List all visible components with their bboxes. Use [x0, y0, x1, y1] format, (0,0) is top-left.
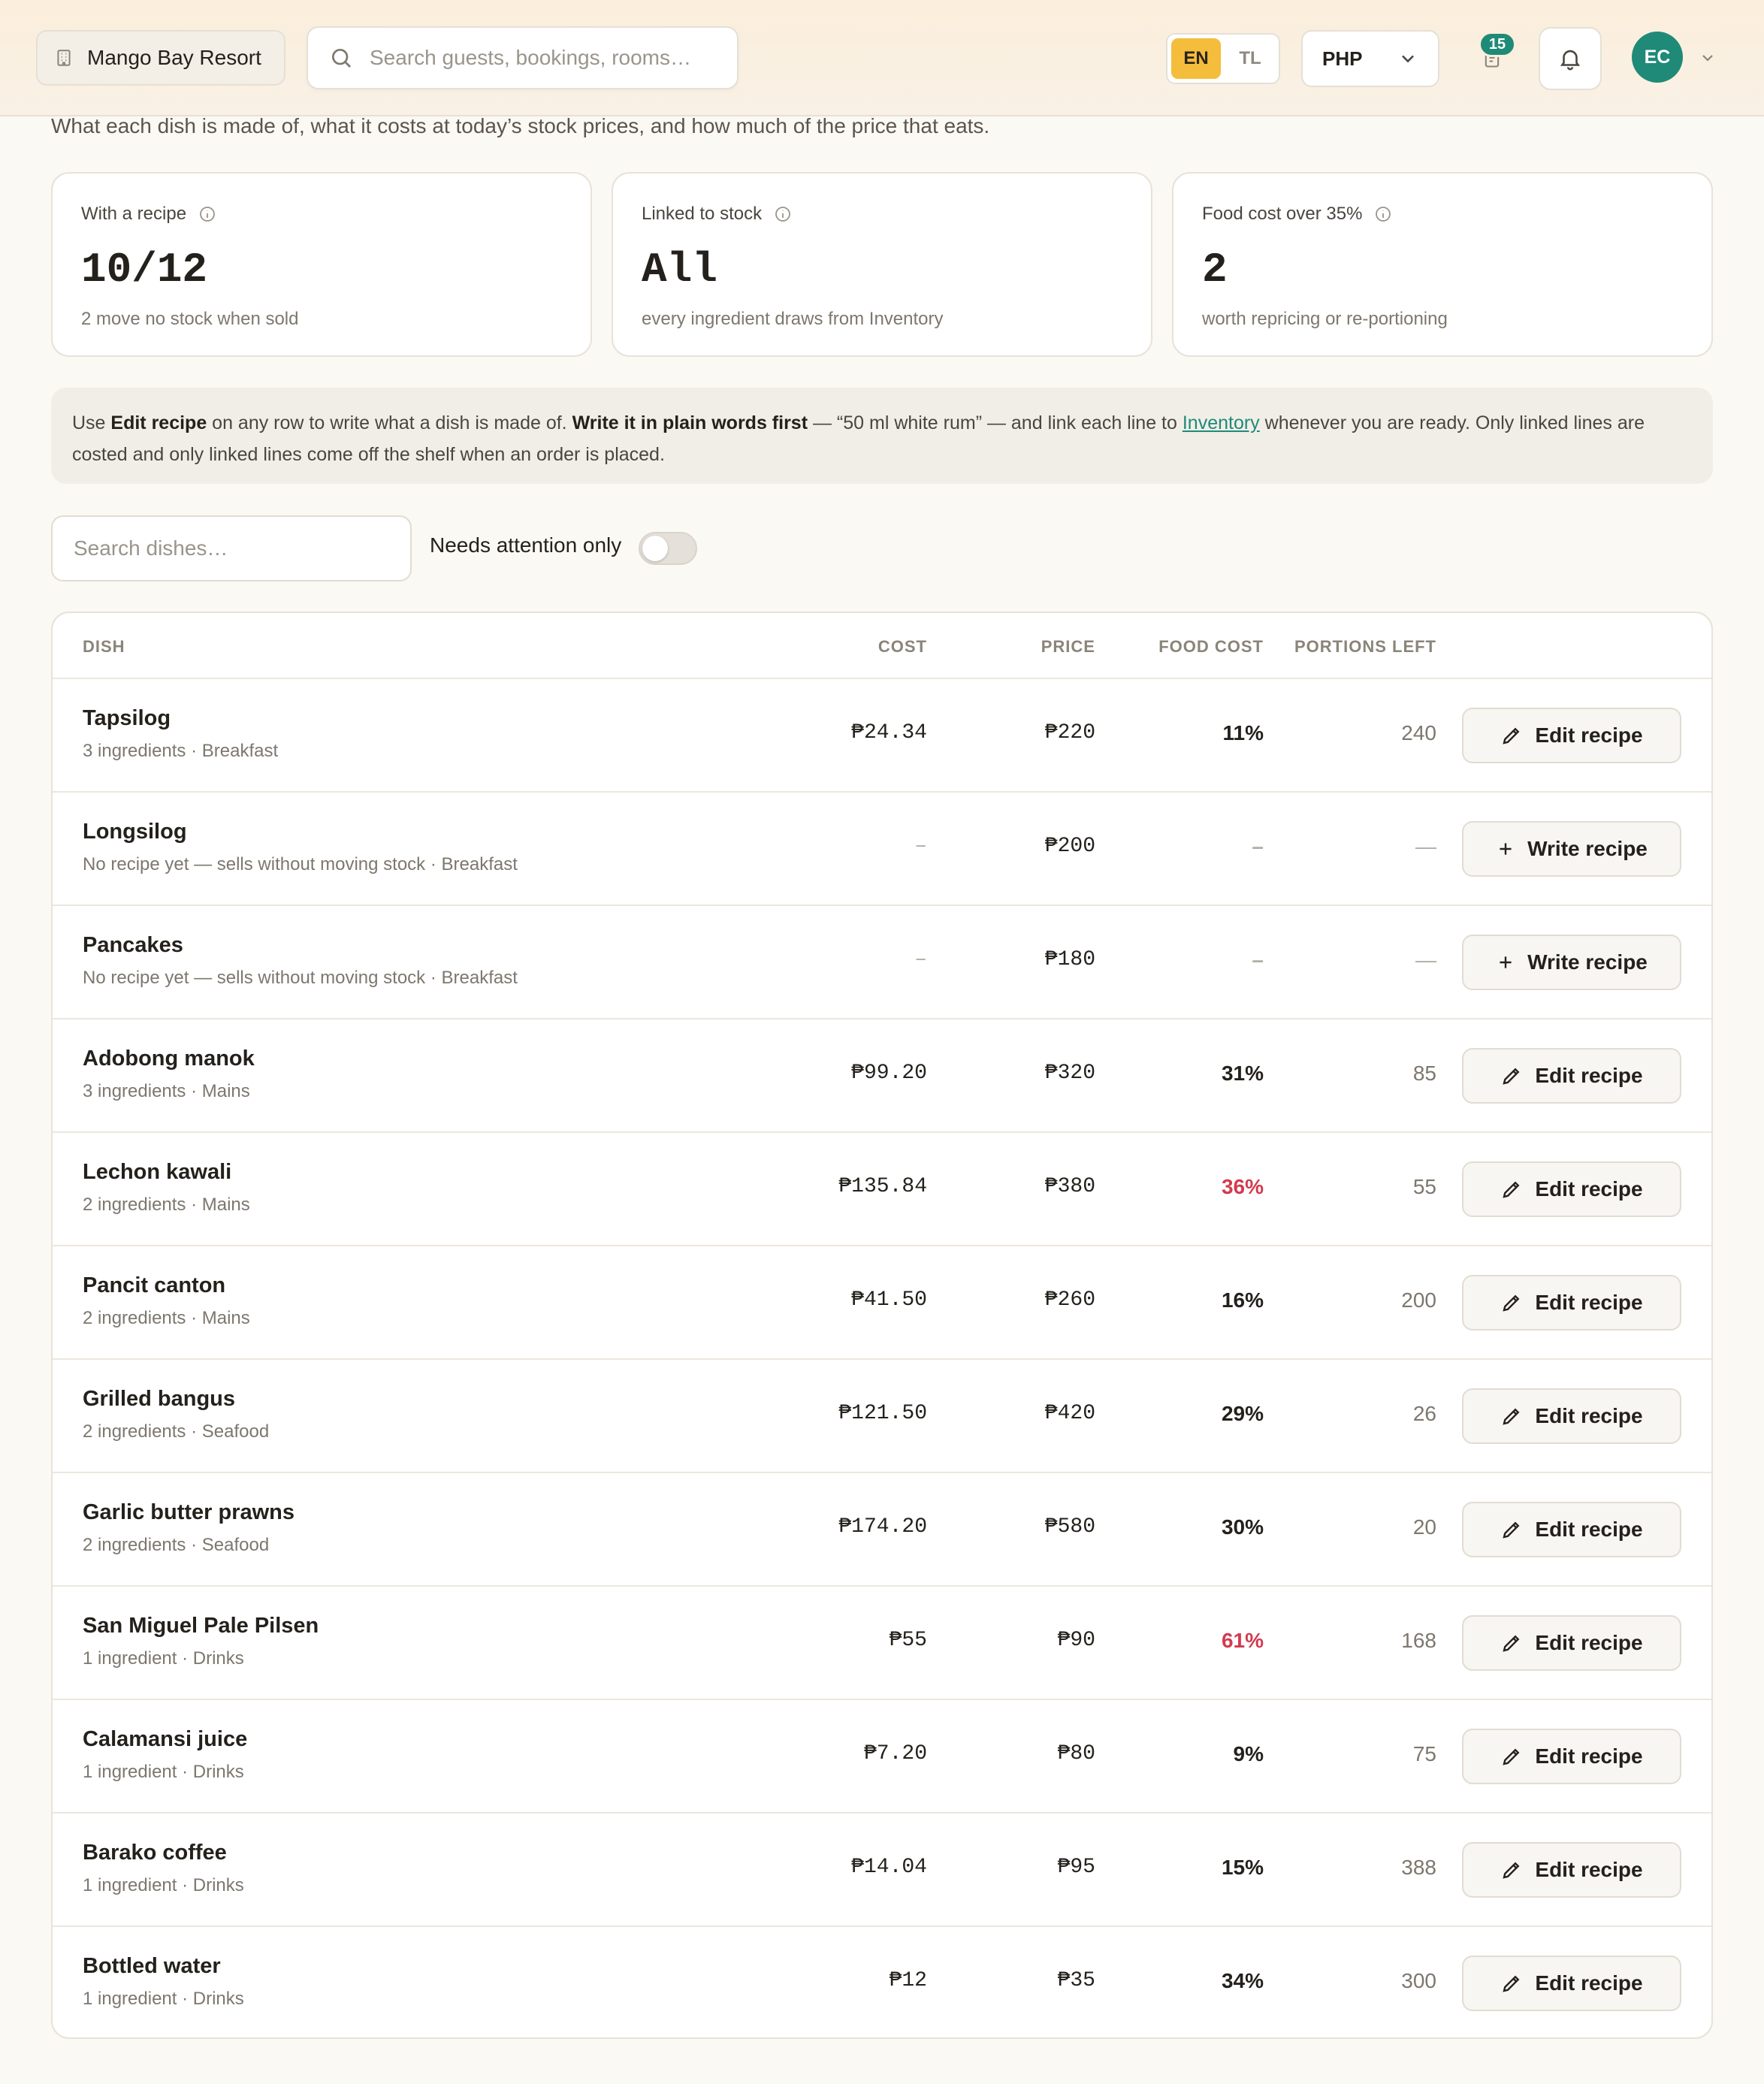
- pencil-icon: [1500, 1632, 1523, 1654]
- pencil-icon: [1500, 1405, 1523, 1427]
- dish-name: Garlic butter prawns: [83, 1500, 295, 1524]
- stat-note: worth repricing or re-portioning: [1202, 309, 1448, 329]
- dish-name: Pancakes: [83, 933, 183, 957]
- dish-cost: –: [914, 835, 927, 858]
- dish-portions-left: 168: [1401, 1629, 1436, 1652]
- dish-meta: 2 ingredients · Seafood: [83, 1421, 270, 1442]
- dish-food-cost: 36%: [1221, 1175, 1264, 1198]
- pencil-icon: [1500, 1178, 1523, 1201]
- dish-price: ₱90: [1057, 1629, 1095, 1652]
- global-search-placeholder: Search guests, bookings, rooms…: [370, 46, 691, 69]
- table-row: [53, 1246, 1711, 1360]
- dish-meta: 1 ingredient · Drinks: [83, 1648, 244, 1669]
- dish-cost: ₱24.34: [851, 721, 927, 745]
- dish-cost: ₱12: [889, 1969, 927, 1992]
- dish-meta: 2 ingredients · Seafood: [83, 1535, 270, 1555]
- dish-meta: 3 ingredients · Breakfast: [83, 741, 279, 761]
- pencil-icon: [1500, 1972, 1523, 1995]
- button-label: Edit recipe: [1535, 1631, 1643, 1654]
- needs-attention-label: Needs attention only: [430, 533, 622, 557]
- tip-text: on any row to write what a dish is made of.: [207, 412, 572, 433]
- dish-cost: ₱14.04: [851, 1856, 927, 1879]
- dish-name: Calamansi juice: [83, 1727, 248, 1751]
- dish-portions-left: 388: [1401, 1856, 1436, 1879]
- dish-food-cost: 31%: [1221, 1062, 1264, 1085]
- dish-portions-left: 55: [1412, 1175, 1436, 1198]
- dish-portions-left: 240: [1401, 721, 1436, 745]
- needs-attention-toggle[interactable]: [639, 532, 697, 565]
- user-avatar[interactable]: EC: [1632, 32, 1683, 83]
- dish-cost: ₱135.84: [838, 1175, 927, 1198]
- dish-portions-left: 26: [1412, 1402, 1436, 1425]
- tasks-count-badge: 15: [1479, 32, 1516, 57]
- info-icon[interactable]: [774, 205, 792, 223]
- button-label: Write recipe: [1527, 837, 1648, 860]
- stat-value: All: [642, 246, 717, 294]
- header-portions-left: PORTIONS LEFT: [1294, 637, 1436, 656]
- global-search-input[interactable]: [307, 26, 739, 89]
- language-toggle: [1166, 33, 1280, 84]
- dish-portions-left: 300: [1401, 1969, 1436, 1992]
- stat-card-linked-to-stock: [612, 172, 1152, 357]
- table-row: [53, 1473, 1711, 1587]
- button-label: Edit recipe: [1535, 1744, 1643, 1768]
- dish-name: Bottled water: [83, 1954, 221, 1978]
- header-cost: COST: [877, 637, 927, 656]
- pencil-icon: [1500, 1065, 1523, 1087]
- dish-search-input[interactable]: [51, 515, 412, 581]
- dish-price: ₱200: [1044, 835, 1095, 858]
- dish-price: ₱580: [1044, 1515, 1095, 1539]
- edit-recipe-button[interactable]: [1462, 1842, 1681, 1898]
- dish-price: ₱260: [1044, 1288, 1095, 1312]
- dish-cost: ₱174.20: [838, 1515, 927, 1539]
- dish-search-placeholder: Search dishes…: [74, 536, 228, 560]
- recipe-help-tip: [51, 388, 1713, 484]
- chevron-down-icon: [1397, 48, 1418, 69]
- button-label: Edit recipe: [1535, 1291, 1643, 1314]
- dish-cost: ₱41.50: [851, 1288, 927, 1312]
- stat-card-food-cost-over: [1172, 172, 1713, 357]
- search-icon: [329, 46, 353, 70]
- edit-recipe-button[interactable]: [1462, 1615, 1681, 1671]
- dish-name: Lechon kawali: [83, 1160, 232, 1184]
- button-label: Write recipe: [1527, 950, 1648, 974]
- table-row: [53, 793, 1711, 906]
- dish-portions-left: 85: [1412, 1062, 1436, 1085]
- dish-name: Tapsilog: [83, 706, 171, 730]
- page-subtitle: What each dish is made of, what it costs at today’s stock prices, and how much of the price that eats.: [51, 114, 990, 137]
- dish-food-cost: 15%: [1221, 1856, 1264, 1879]
- plus-icon: [1496, 953, 1515, 972]
- notifications-button[interactable]: [1539, 27, 1602, 90]
- header-price: PRICE: [1041, 637, 1095, 656]
- write-recipe-button[interactable]: [1462, 935, 1681, 990]
- dish-price: ₱380: [1044, 1175, 1095, 1198]
- dish-name: Barako coffee: [83, 1841, 227, 1865]
- edit-recipe-button[interactable]: [1462, 1275, 1681, 1330]
- header-dish: DISH: [83, 637, 125, 656]
- dish-cost: ₱55: [889, 1629, 927, 1652]
- dish-price: ₱95: [1057, 1856, 1095, 1879]
- toggle-knob: [642, 536, 668, 561]
- edit-recipe-button[interactable]: [1462, 1388, 1681, 1444]
- property-switcher[interactable]: [36, 30, 285, 86]
- dish-food-cost: –: [1252, 948, 1264, 971]
- dish-food-cost: 16%: [1221, 1288, 1264, 1312]
- edit-recipe-button[interactable]: [1462, 1502, 1681, 1557]
- dish-portions-left: —: [1415, 835, 1436, 858]
- dish-meta: No recipe yet — sells without moving stock · Breakfast: [83, 968, 518, 988]
- write-recipe-button[interactable]: [1462, 821, 1681, 877]
- stat-label: Linked to stock: [642, 204, 763, 224]
- dish-price: ₱320: [1044, 1062, 1095, 1085]
- dish-cost: ₱99.20: [851, 1062, 927, 1085]
- building-icon: [54, 48, 74, 68]
- stat-label: With a recipe: [81, 204, 187, 224]
- edit-recipe-button[interactable]: [1462, 1956, 1681, 2011]
- edit-recipe-button[interactable]: [1462, 1729, 1681, 1784]
- info-icon[interactable]: [1374, 205, 1392, 223]
- table-header: [53, 613, 1711, 679]
- dishes-table: [51, 612, 1713, 2039]
- user-menu-chevron[interactable]: [1696, 47, 1719, 69]
- dish-price: ₱220: [1044, 721, 1095, 745]
- pencil-icon: [1500, 1291, 1523, 1314]
- dish-food-cost: –: [1252, 835, 1264, 858]
- dish-name: San Miguel Pale Pilsen: [83, 1614, 319, 1638]
- table-row: [53, 1360, 1711, 1473]
- chevron-down-icon: [1699, 49, 1717, 67]
- dish-food-cost: 61%: [1221, 1629, 1264, 1652]
- dish-cost: ₱121.50: [838, 1402, 927, 1425]
- table-row: [53, 1587, 1711, 1700]
- dish-food-cost: 30%: [1221, 1515, 1264, 1539]
- dish-food-cost: 29%: [1221, 1402, 1264, 1425]
- button-label: Edit recipe: [1535, 1177, 1643, 1201]
- top-bar: [0, 0, 1764, 116]
- plus-icon: [1496, 839, 1515, 859]
- table-row: [53, 906, 1711, 1019]
- tip-text: — “50 ml white rum” — and link each line to: [808, 412, 1183, 433]
- dish-cost: –: [914, 948, 927, 971]
- dish-meta: 3 ingredients · Mains: [83, 1081, 250, 1101]
- pencil-icon: [1500, 1745, 1523, 1768]
- dish-food-cost: 34%: [1221, 1969, 1264, 1992]
- inventory-link[interactable]: Inventory: [1182, 412, 1260, 433]
- stat-note: 2 move no stock when sold: [81, 309, 299, 329]
- stat-note: every ingredient draws from Inventory: [642, 309, 944, 329]
- dish-meta: 2 ingredients · Mains: [83, 1308, 250, 1328]
- table-row: [53, 1133, 1711, 1246]
- header-food-cost: FOOD COST: [1158, 637, 1264, 656]
- button-label: Edit recipe: [1535, 723, 1643, 747]
- currency-select[interactable]: [1301, 30, 1439, 87]
- dish-food-cost: 9%: [1233, 1742, 1264, 1765]
- edit-recipe-button[interactable]: [1462, 1048, 1681, 1104]
- stat-value: 2: [1202, 246, 1228, 294]
- dish-food-cost: 11%: [1222, 721, 1264, 745]
- property-name: Mango Bay Resort: [87, 46, 261, 69]
- dish-meta: 1 ingredient · Drinks: [83, 1875, 244, 1895]
- dish-portions-left: 20: [1412, 1515, 1436, 1539]
- dish-price: ₱80: [1057, 1742, 1095, 1765]
- dish-meta: No recipe yet — sells without moving stock · Breakfast: [83, 854, 518, 874]
- table-row: [53, 1700, 1711, 1814]
- button-label: Edit recipe: [1535, 1064, 1643, 1087]
- button-label: Edit recipe: [1535, 1971, 1643, 1995]
- dish-meta: 2 ingredients · Mains: [83, 1195, 250, 1215]
- info-icon[interactable]: [198, 205, 216, 223]
- stat-label: Food cost over 35%: [1202, 204, 1363, 224]
- dish-price: ₱180: [1044, 948, 1095, 971]
- dish-meta: 1 ingredient · Drinks: [83, 1989, 244, 2009]
- table-row: [53, 679, 1711, 793]
- tip-bold: Write it in plain words first: [572, 412, 808, 433]
- table-row: [53, 1927, 1711, 2039]
- pencil-icon: [1500, 1518, 1523, 1541]
- dish-cost: ₱7.20: [863, 1742, 927, 1765]
- lang-tl-option[interactable]: TL: [1239, 48, 1261, 68]
- button-label: Edit recipe: [1535, 1404, 1643, 1427]
- dish-price: ₱35: [1057, 1969, 1095, 1992]
- dish-name: Pancit canton: [83, 1273, 226, 1297]
- dish-name: Adobong manok: [83, 1047, 255, 1071]
- dish-price: ₱420: [1044, 1402, 1095, 1425]
- button-label: Edit recipe: [1535, 1858, 1643, 1881]
- pencil-icon: [1500, 1859, 1523, 1881]
- edit-recipe-button[interactable]: [1462, 708, 1681, 763]
- bell-icon: [1557, 46, 1583, 71]
- stat-value: 10/12: [81, 246, 208, 294]
- dish-meta: 1 ingredient · Drinks: [83, 1762, 244, 1782]
- dish-name: Grilled bangus: [83, 1387, 236, 1411]
- pencil-icon: [1500, 724, 1523, 747]
- button-label: Edit recipe: [1535, 1518, 1643, 1541]
- table-row: [53, 1814, 1711, 1927]
- dish-name: Longsilog: [83, 820, 187, 844]
- edit-recipe-button[interactable]: [1462, 1161, 1681, 1217]
- tip-text: Use: [72, 412, 111, 433]
- currency-value: PHP: [1322, 47, 1363, 70]
- dish-portions-left: —: [1415, 948, 1436, 971]
- stat-card-with-recipe: [51, 172, 592, 357]
- tip-text: whenever you are ready. Only linked lines are costed and only linked lines come off the shelf when an order is placed.: [72, 412, 1645, 465]
- table-row: [53, 1019, 1711, 1133]
- dish-portions-left: 200: [1401, 1288, 1436, 1312]
- tip-bold: Edit recipe: [110, 412, 207, 433]
- lang-en-option[interactable]: EN: [1171, 38, 1221, 79]
- dish-portions-left: 75: [1412, 1742, 1436, 1765]
